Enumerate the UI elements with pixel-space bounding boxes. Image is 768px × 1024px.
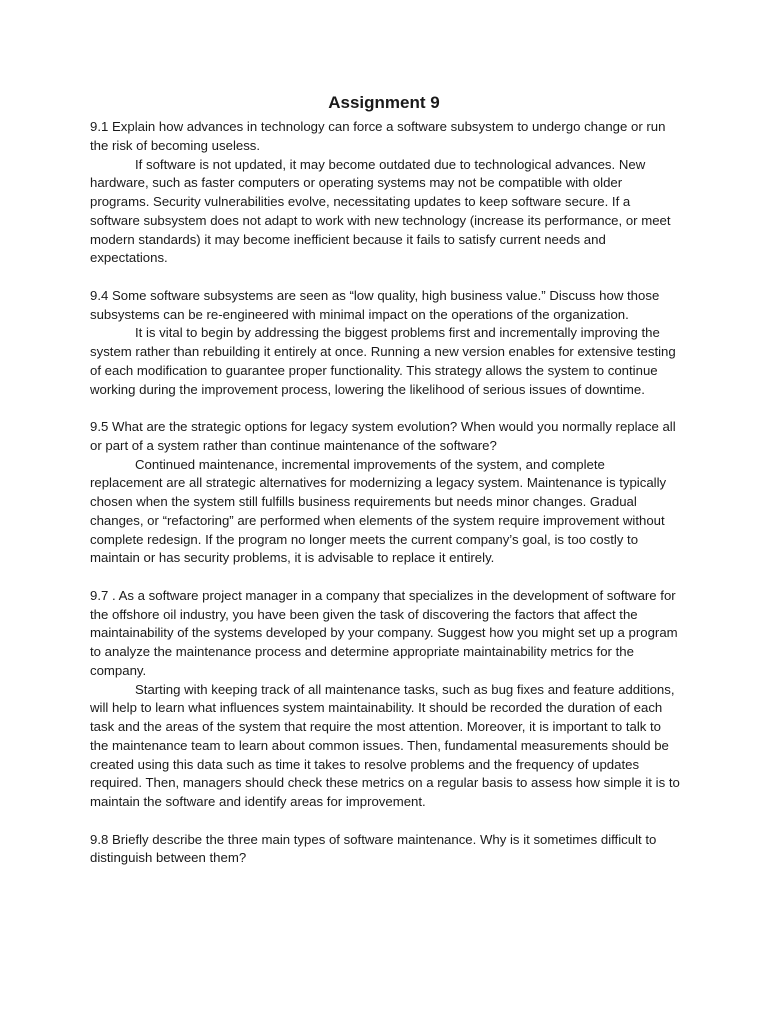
section-9-8 [90, 831, 680, 869]
answer-9-7: Starting with keeping track of all maintenance tasks, such as bug fixes and feature additions, will help to learn what influences system maintainability. It should be recorded the duration of each task and the areas of the system that require the most attention. Moreover, it is important to talk to the maintenance team to learn about common issues. Then, fundamental measurements should be created using this data such as time it takes to resolve problems and the frequency of updates required. Then, managers should check these metrics on a regular basis to assess how simple it is to maintain the software and identify areas for improvement. [90, 681, 680, 809]
section-9-5 [90, 418, 680, 568]
question-9-7: 9.7 . As a software project manager in a company that specializes in the development of software for the offshore oil industry, you have been given the task of discovering the factors that affect the maintainability of the systems developed by your company. Suggest how you might set up a program to analyze the maintenance process and determine appropriate maintainability metrics for the company. [90, 587, 678, 678]
answer-9-4: It is vital to begin by addressing the biggest problems first and incrementally improving the system rather than rebuilding it entirely at once. Running a new version enables for extensive testing of each modification to guarantee proper functionality. This strategy allows the system to continue working during the improvement process, lowering the likelihood of serious issues of downtime. [90, 325, 676, 397]
section-9-4 [90, 287, 680, 400]
question-9-4: 9.4 Some software subsystems are seen as “low quality, high business value.” Discuss how those subsystems can be re-engineered with minimal impact on the operations of the organization. [90, 287, 660, 322]
answer-9-5: Continued maintenance, incremental improvements of the system, and complete replacement are all strategic alternatives for modernizing a legacy system. Maintenance is typically chosen when the system still fulfills business requirements but needs minor changes. Gradual changes, or “refactoring” are performed when elements of the system require improvement without complete redesign. If the program no longer meets the current company’s goal, is too costly to maintain or has security problems, it is advisable to replace it entirely. [90, 456, 667, 566]
section-9-7 [90, 587, 680, 812]
document-body [90, 118, 680, 887]
question-9-1: 9.1 Explain how advances in technology can force a software subsystem to undergo change or run the risk of becoming useless. [90, 119, 666, 153]
answer-9-1: If software is not updated, it may become outdated due to technological advances. New hardware, such as faster computers or operating systems may not be compatible with older programs. Security vulnerabilities evolve, necessitating updates to keep software secure. If a software subsystem does not adapt to work with new technology (increase its performance, or meet modern standards) it may become inefficient because it fails to satisfy current needs and expectations. [90, 156, 671, 266]
question-9-5: 9.5 What are the strategic options for legacy system evolution? When would you normally replace all or part of a system rather than continue maintenance of the software? [90, 419, 676, 453]
section-9-1 [90, 118, 680, 268]
page-title: Assignment 9 [328, 93, 440, 112]
question-9-8: 9.8 Briefly describe the three main types of software maintenance. Why is it sometimes difficult to distinguish between them? [90, 831, 657, 866]
